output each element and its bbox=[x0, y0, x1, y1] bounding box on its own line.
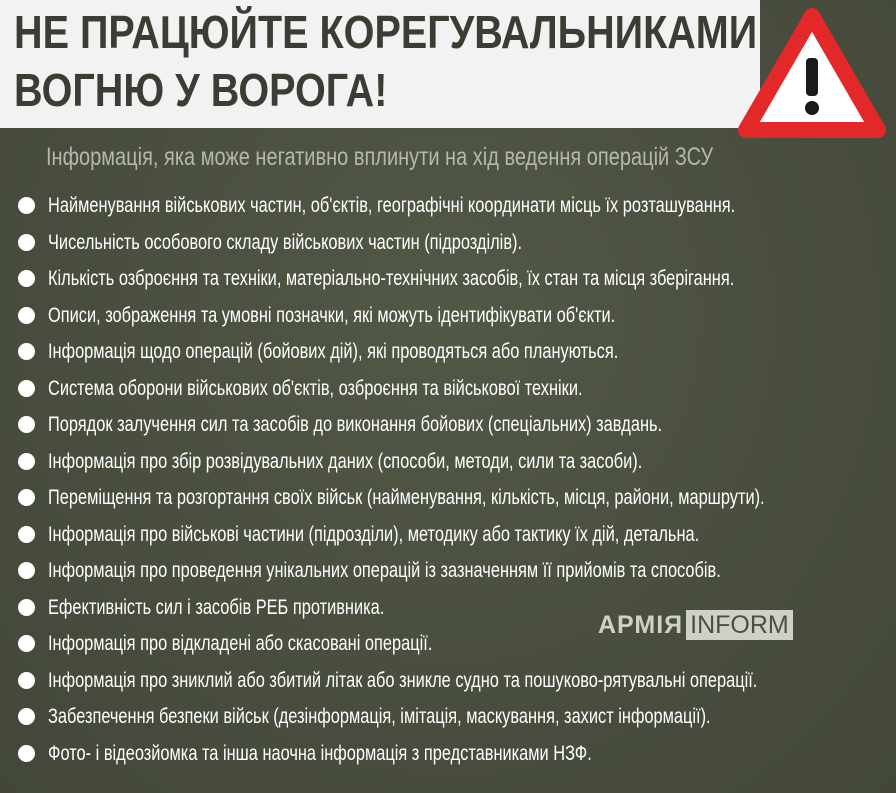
list-item-text: Кількість озброєння та техніки, матеріально-технічних засобів, їх стан та місця зберігання. bbox=[48, 267, 735, 290]
list-item-text: Порядок залучення сил та засобів до виконання бойових (спеціальних) завдань. bbox=[48, 413, 663, 436]
bullet-icon bbox=[18, 635, 35, 652]
bullet-icon bbox=[18, 599, 35, 616]
bullet-icon bbox=[18, 453, 35, 470]
logo-part-inform: INFORM bbox=[686, 610, 793, 640]
bullet-icon bbox=[18, 307, 35, 324]
list-item bbox=[0, 480, 896, 517]
list-item bbox=[0, 517, 896, 554]
info-list bbox=[0, 188, 896, 772]
bullet-icon bbox=[18, 234, 35, 251]
list-item bbox=[0, 699, 896, 736]
list-item bbox=[0, 553, 896, 590]
armyinform-logo bbox=[598, 608, 793, 642]
list-item-text: Система оборони військових об'єктів, озброєння та військової техніки. bbox=[48, 376, 583, 400]
list-item bbox=[0, 334, 896, 371]
list-item-text: Найменування військових частин, об'єктів, географічні координати місць їх розташування. bbox=[48, 194, 736, 217]
title-banner bbox=[0, 0, 760, 128]
list-item-text: Інформація про зниклий або збитий літак або зникле судно та пошуково-рятувальні операції. bbox=[48, 668, 758, 692]
bullet-icon bbox=[18, 343, 35, 360]
list-item-text: Інформація про проведення унікальних операцій із зазначенням її прийомів та способів. bbox=[48, 559, 721, 582]
logo-part-armiya: АРМІЯ bbox=[598, 611, 684, 639]
list-item bbox=[0, 663, 896, 700]
bullet-icon bbox=[18, 197, 35, 214]
list-item bbox=[0, 298, 896, 335]
bullet-icon bbox=[18, 416, 35, 433]
list-item bbox=[0, 407, 896, 444]
list-item-text: Забезпечення безпеки військ (дезінформація, імітація, маскування, захист інформації). bbox=[48, 705, 711, 728]
list-item bbox=[0, 736, 896, 773]
subtitle: Інформація, яка може негативно вплинути на хід ведення операцій ЗСУ bbox=[46, 143, 714, 171]
list-item-text: Фото- і відеозйомка та інша наочна інформація з представниками НЗФ. bbox=[48, 741, 592, 765]
bullet-icon bbox=[18, 270, 35, 287]
list-item-text: Інформація щодо операцій (бойових дій), які проводяться або плануються. bbox=[48, 340, 619, 363]
title-line-1: НЕ ПРАЦЮЙТЕ КОРЕГУВАЛЬНИКАМИ bbox=[14, 6, 758, 58]
bullet-icon bbox=[18, 526, 35, 543]
title-line-2: ВОГНЮ У ВОРОГА! bbox=[14, 64, 388, 116]
list-item-text: Інформація про військові частини (підрозділи), методику або тактику їх дій, детальна. bbox=[48, 522, 700, 546]
bullet-icon bbox=[18, 380, 35, 397]
warning-triangle-icon bbox=[736, 6, 888, 138]
list-item-text: Інформація про відкладені або скасовані операції. bbox=[48, 632, 433, 655]
list-item-text: Чисельність особового складу військових частин (підрозділів). bbox=[48, 230, 523, 254]
bullet-icon bbox=[18, 708, 35, 725]
list-item bbox=[0, 225, 896, 262]
list-item bbox=[0, 261, 896, 298]
list-item-text: Інформація про збір розвідувальних даних (способи, методи, сили та засоби). bbox=[48, 449, 643, 473]
list-item-text: Описи, зображення та умовні позначки, які можуть ідентифікувати об'єкти. bbox=[48, 303, 616, 327]
list-item bbox=[0, 188, 896, 225]
list-item bbox=[0, 444, 896, 481]
list-item-text: Переміщення та розгортання своїх військ (найменування, кількість, місця, райони, маршрути). bbox=[48, 486, 765, 509]
list-item-text: Ефективність сил і засобів РЕБ противника. bbox=[48, 595, 385, 619]
bullet-icon bbox=[18, 489, 35, 506]
bullet-icon bbox=[18, 672, 35, 689]
list-item bbox=[0, 371, 896, 408]
bullet-icon bbox=[18, 562, 35, 579]
bullet-icon bbox=[18, 745, 35, 762]
